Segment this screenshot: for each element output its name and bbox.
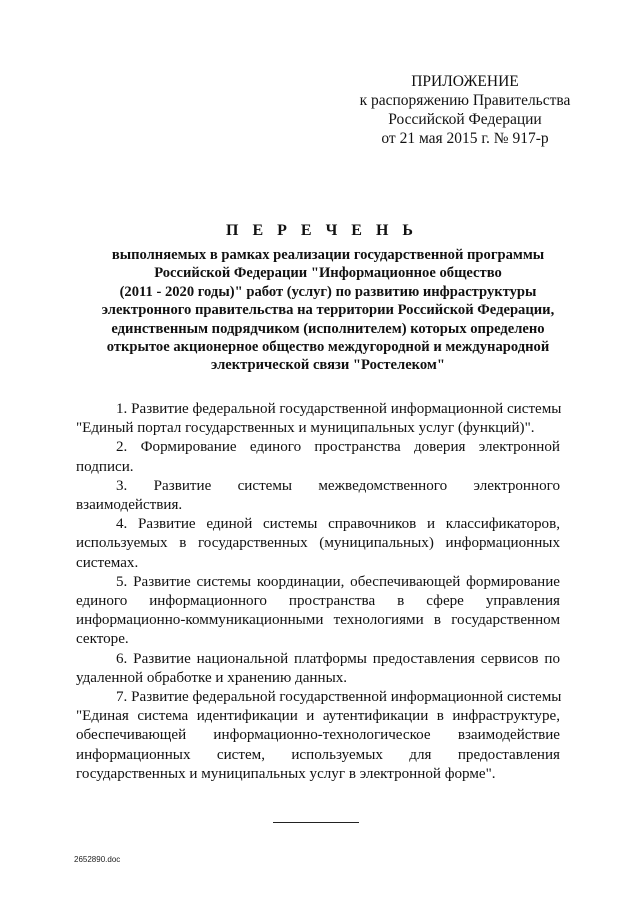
item-line: "Единая система идентификации и аутентификации в инфраструктуре,	[76, 708, 560, 725]
list-item-2	[76, 438, 560, 476]
document-title: П Е Р Е Ч Е Н Ь	[226, 222, 418, 239]
list-item-5	[76, 573, 560, 650]
subtitle-line: открытое акционерное общество междугородной и международной	[106, 339, 550, 356]
closing-divider	[273, 822, 359, 823]
item-line: используемых в государственных (муниципальных) информационных	[76, 535, 560, 552]
item-line: 6. Развитие национальной платформы предоставления сервисов по	[116, 650, 560, 667]
item-line: 3. Развитие системы межведомственного электронного	[116, 477, 560, 494]
item-line: 5. Развитие системы координации, обеспечивающей формирование	[116, 573, 560, 590]
list-item-4	[76, 515, 560, 573]
document-subtitle	[70, 246, 586, 375]
item-line: подписи.	[76, 458, 134, 475]
subtitle-line: электронного правительства на территории Российской Федерации,	[101, 302, 555, 319]
item-line: 4. Развитие единой системы справочников и классификаторов,	[116, 516, 560, 533]
subtitle-line: единственным подрядчиком (исполнителем) которых определено	[111, 320, 545, 337]
item-line: государственных и муниципальных услуг в электронной форме".	[76, 765, 496, 782]
list-item-3	[76, 477, 560, 515]
item-line: системах.	[76, 554, 139, 571]
item-line: удаленной обработке и хранению данных.	[76, 669, 348, 686]
item-line: обеспечивающей информационно-технологическое взаимодействие	[76, 727, 560, 744]
subtitle-line: Российской Федерации "Информационное общество	[154, 265, 502, 282]
list-item-6	[76, 650, 560, 688]
list-item-1	[76, 400, 560, 438]
appendix-header	[330, 72, 600, 148]
item-line: 7. Развитие федеральной государственной информационной системы	[116, 689, 562, 706]
item-line: "Единый портал государственных и муниципальных услуг (функций)".	[76, 420, 535, 437]
appendix-authority: Российской Федерации	[388, 111, 542, 128]
subtitle-line: электрической связи "Ростелеком"	[211, 357, 445, 374]
appendix-order-ref: к распоряжению Правительства	[359, 92, 571, 109]
works-list	[76, 400, 560, 784]
appendix-label: ПРИЛОЖЕНИЕ	[411, 73, 519, 90]
item-line: 1. Развитие федеральной государственной информационной системы	[116, 401, 562, 417]
subtitle-line: (2011 - 2020 годы)" работ (услуг) по развитию инфраструктуры	[119, 283, 537, 300]
document-filename: 2652890.doc	[74, 855, 121, 864]
item-line: единого информационного пространства в сфере управления	[76, 593, 560, 610]
appendix-date-number: от 21 мая 2015 г. № 917-р	[381, 130, 549, 147]
subtitle-line: выполняемых в рамках реализации государственной программы	[111, 247, 545, 263]
list-item-7	[76, 688, 560, 784]
item-line: взаимодействия.	[76, 497, 183, 514]
item-line: секторе.	[76, 631, 129, 648]
item-line: информационных систем, используемых для предоставления	[76, 746, 560, 763]
item-line: информационно-коммуникационными технологиями в государственном	[76, 612, 560, 629]
item-line: 2. Формирование единого пространства доверия электронной	[116, 439, 560, 456]
